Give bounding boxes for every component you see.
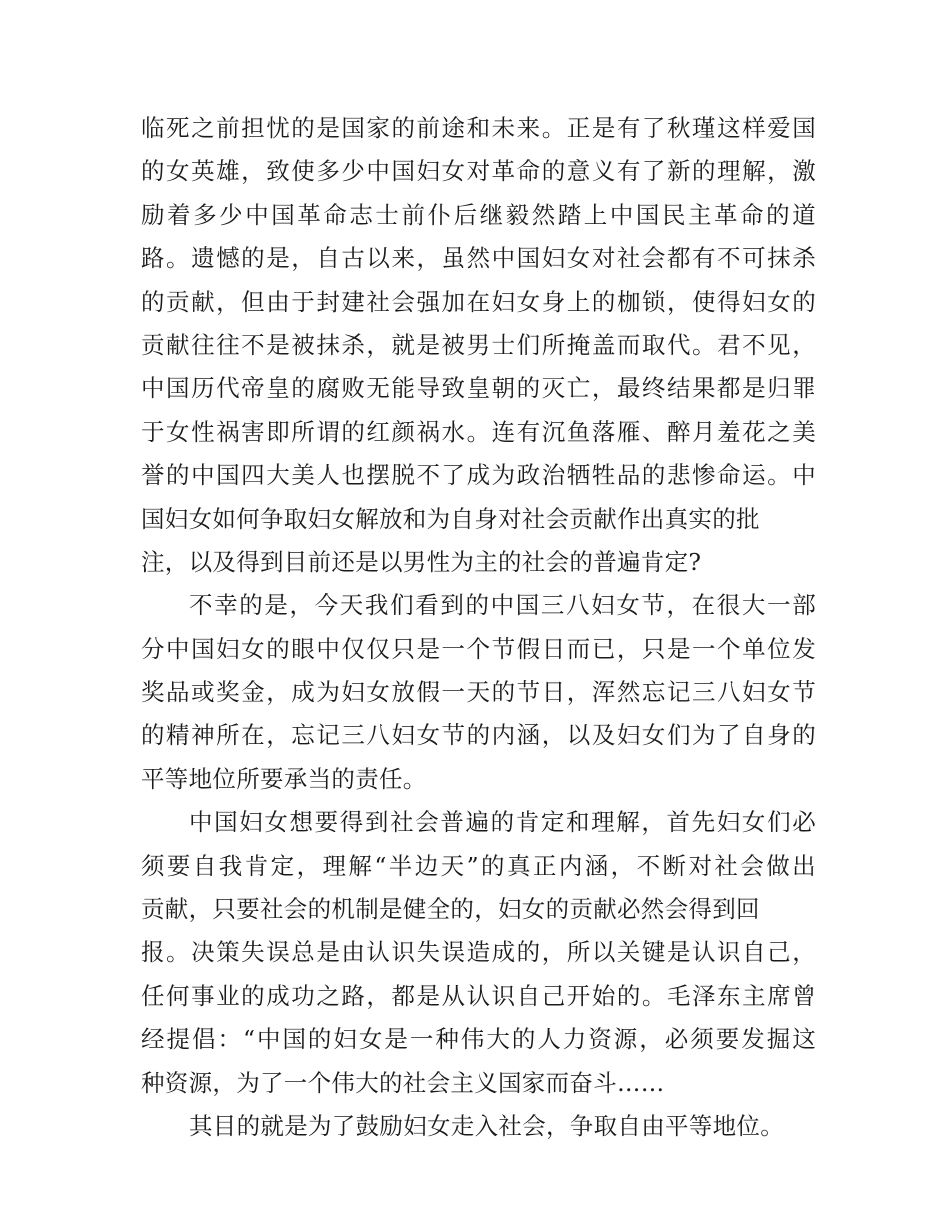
text-line: 种资源，为了一个伟大的社会主义国家而奋斗…… — [141, 1068, 665, 1097]
text-line: 不幸的是，今天我们看到的中国三八妇女节，在很大一部 — [189, 591, 816, 620]
text-line: 其目的就是为了鼓励妇女走入社会，争取自由平等地位。 — [189, 1111, 784, 1140]
text-line: 任何事业的成功之路，都是从认识自己开始的。毛泽东主席曾 — [141, 981, 816, 1010]
paragraph-1 — [141, 107, 816, 584]
text-line: 注，以及得到目前还是以男性为主的社会的普遍肯定? — [141, 547, 702, 576]
text-line: 的贡献，但由于封建社会强加在妇女身上的枷锁，使得妇女的 — [141, 287, 816, 316]
text-line: 报。决策失误总是由认识失误造成的，所以关键是认识自己， — [141, 938, 816, 967]
text-line: 誉的中国四大美人也摆脱不了成为政治牺牲品的悲惨命运。中 — [141, 461, 816, 490]
paragraph-3 — [141, 801, 816, 1105]
text-line: 中国妇女想要得到社会普遍的肯定和理解，首先妇女们必 — [189, 808, 816, 837]
paragraph-4 — [141, 1105, 816, 1148]
text-line: 奖品或奖金，成为妇女放假一天的节日，浑然忘记三八妇女节 — [141, 678, 816, 707]
text-line: 分中国妇女的眼中仅仅只是一个节假日而已，只是一个单位发 — [141, 634, 816, 663]
text-line: 的精神所在，忘记三八妇女节的内涵，以及妇女们为了自身的 — [141, 721, 816, 750]
text-line: 于女性祸害即所谓的红颜祸水。连有沉鱼落雁、醉月羞花之美 — [141, 417, 816, 446]
paragraph-2 — [141, 584, 816, 801]
text-line: 经提倡：“中国的妇女是一种伟大的人力资源，必须要发掘这 — [141, 1025, 816, 1054]
document-body — [141, 107, 816, 1148]
text-line: 须要自我肯定，理解“半边天”的真正内涵，不断对社会做出 — [141, 851, 816, 880]
text-line: 中国历代帝皇的腐败无能导致皇朝的灭亡，最终结果都是归罪 — [141, 374, 816, 403]
text-line: 励着多少中国革命志士前仆后继毅然踏上中国民主革命的道 — [141, 200, 816, 229]
text-line: 贡献，只要社会的机制是健全的，妇女的贡献必然会得到回 — [141, 895, 760, 924]
text-line: 路。遗憾的是，自古以来，虽然中国妇女对社会都有不可抹杀 — [141, 244, 816, 273]
text-line: 国妇女如何争取妇女解放和为自身对社会贡献作出真实的批 — [141, 504, 760, 533]
text-line: 贡献往往不是被抹杀，就是被男士们所掩盖而取代。君不见， — [141, 330, 816, 359]
text-line: 临死之前担忧的是国家的前途和未来。正是有了秋瑾这样爱国 — [141, 114, 816, 142]
text-line: 平等地位所要承当的责任。 — [141, 764, 427, 793]
text-line: 的女英雄，致使多少中国妇女对革命的意义有了新的理解，激 — [141, 157, 816, 186]
